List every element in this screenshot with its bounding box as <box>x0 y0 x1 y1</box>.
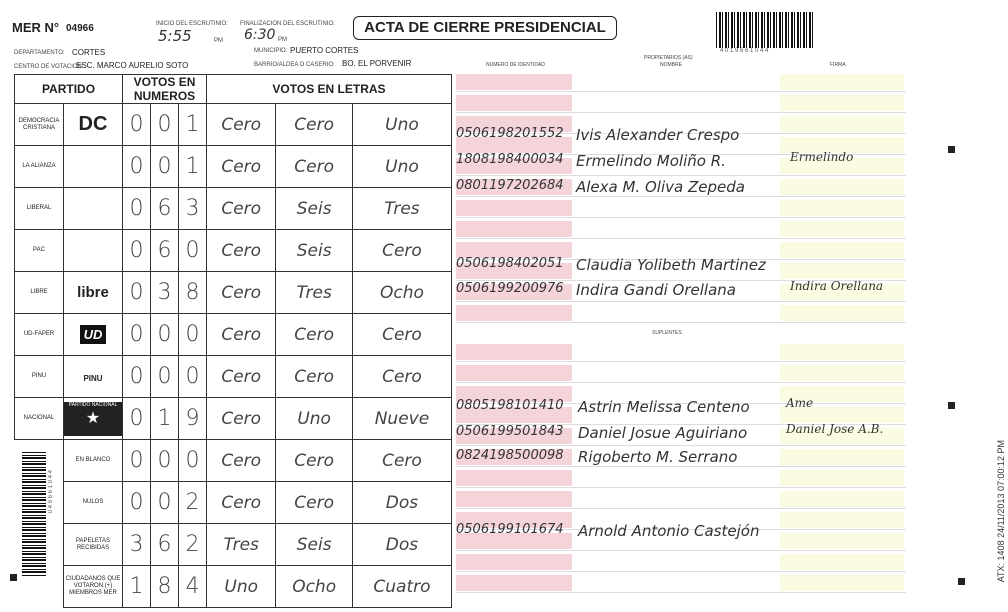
party-row <box>15 356 452 398</box>
vote-word: Nueve <box>352 398 451 440</box>
id-field <box>456 74 572 90</box>
row-line <box>456 487 906 488</box>
row-line <box>456 571 906 572</box>
party-name: LIBERAL <box>15 188 64 230</box>
member-signature: Daniel Jose A.B. <box>786 422 884 436</box>
col-propietarios: PROPIETARIOS (AS) <box>644 55 693 61</box>
vote-word: Seis <box>276 524 353 566</box>
vote-word: Cero <box>352 314 451 356</box>
member-name: Rigoberto M. Serrano <box>578 448 738 466</box>
id-field <box>456 491 572 507</box>
vote-word: Seis <box>276 188 353 230</box>
vote-word: Tres <box>207 524 276 566</box>
registration-mark <box>948 402 955 409</box>
vote-word: Cero <box>276 440 353 482</box>
member-name: Ermelindo Moliño R. <box>576 152 726 170</box>
signature-field <box>780 491 904 507</box>
inicio-pm: PM <box>214 38 223 44</box>
municipio-value: PUERTO CORTES <box>290 46 359 55</box>
vote-word: Cero <box>207 398 276 440</box>
vote-word: Uno <box>352 146 451 188</box>
vote-word: Cero <box>207 104 276 146</box>
vote-digit: 0 <box>123 230 151 272</box>
header-partido: PARTIDO <box>15 75 123 104</box>
vote-digit: 8 <box>151 566 179 608</box>
vote-digit: 8 <box>179 272 207 314</box>
party-name: UD-FAPER <box>15 314 64 356</box>
mer-number: 04966 <box>66 23 94 34</box>
vote-digit: 3 <box>151 272 179 314</box>
vote-word: Dos <box>352 524 451 566</box>
summary-row <box>15 482 452 524</box>
party-row <box>15 104 452 146</box>
vote-word: Cero <box>207 356 276 398</box>
signature-field <box>780 344 904 360</box>
row-line <box>456 466 906 467</box>
member-signature: Ermelindo <box>790 150 854 164</box>
party-row <box>15 314 452 356</box>
vote-digit: 0 <box>123 356 151 398</box>
signature-field <box>780 179 904 195</box>
vote-digit: 0 <box>151 482 179 524</box>
vote-word: Cero <box>352 230 451 272</box>
vote-digit: 0 <box>123 146 151 188</box>
id-number: 0801197202684 <box>456 178 564 193</box>
vote-digit: 0 <box>151 356 179 398</box>
departamento-value: CORTES <box>72 48 106 57</box>
vote-word: Cero <box>207 482 276 524</box>
member-name: Alexa M. Oliva Zepeda <box>576 178 745 196</box>
vote-word: Cero <box>207 146 276 188</box>
vote-word: Cero <box>207 188 276 230</box>
vote-word: Cero <box>276 356 353 398</box>
registration-mark <box>958 578 965 585</box>
summary-row <box>15 440 452 482</box>
id-field <box>456 305 572 321</box>
col-firma: FIRMA <box>830 62 846 68</box>
party-name: LA ALIANZA <box>15 146 64 188</box>
vote-digit: 0 <box>179 230 207 272</box>
header-letras: VOTOS EN LETRAS <box>207 75 452 104</box>
vote-digit: 0 <box>123 440 151 482</box>
centro-label: CENTRO DE VOTACION: <box>14 64 84 70</box>
signature-field <box>780 74 904 90</box>
party-logo: DC <box>64 104 123 146</box>
row-line <box>456 112 906 113</box>
row-line <box>456 445 906 446</box>
vote-digit: 0 <box>123 188 151 230</box>
vote-digit: 0 <box>151 104 179 146</box>
member-signature: Indira Orellana <box>790 279 884 293</box>
id-number: 0824198500098 <box>456 448 564 463</box>
party-logo: PARTIDO NACIONAL ★ <box>64 398 123 440</box>
signature-field <box>780 512 904 528</box>
id-field <box>456 95 572 111</box>
header-numeros: VOTOS EN NUMEROS <box>123 75 207 104</box>
vote-word: Ocho <box>276 566 353 608</box>
row-line <box>456 508 906 509</box>
vote-word: Ocho <box>352 272 451 314</box>
vote-word: Tres <box>276 272 353 314</box>
row-line <box>456 238 906 239</box>
id-field <box>456 365 572 381</box>
id-number: 0506199200976 <box>456 281 564 296</box>
mer-label: MER N° <box>12 20 60 35</box>
party-row <box>15 230 452 272</box>
party-name: PAC <box>15 230 64 272</box>
row-line <box>456 382 906 383</box>
party-name: PINU <box>15 356 64 398</box>
col-identidad: NUMERO DE IDENTIDAD <box>486 62 545 68</box>
signature-field <box>780 200 904 216</box>
summary-row <box>15 524 452 566</box>
party-logo: libre <box>64 272 123 314</box>
vote-word: Cero <box>207 440 276 482</box>
vote-word: Seis <box>276 230 353 272</box>
municipio-label: MUNICIPIO: <box>254 48 288 54</box>
vote-word: Cero <box>207 230 276 272</box>
vote-digit: 9 <box>179 398 207 440</box>
id-field <box>456 344 572 360</box>
left-barcode <box>22 452 46 576</box>
member-name: Ivis Alexander Crespo <box>576 126 740 144</box>
final-label: FINALIZACION DEL ESCRUTINIO: <box>240 21 335 27</box>
left-barcode-number: 0 4 9 6 6 1 0 4 4 <box>48 470 54 514</box>
id-field <box>456 470 572 486</box>
id-number: 1808198400034 <box>456 152 564 167</box>
row-line <box>456 91 906 92</box>
member-name: Arnold Antonio Castejón <box>578 522 760 540</box>
party-row <box>15 398 452 440</box>
vote-digit: 2 <box>179 524 207 566</box>
inicio-time: 5:55 <box>158 27 192 45</box>
party-logo <box>64 188 123 230</box>
party-logo <box>64 146 123 188</box>
party-name: DEMOCRACIA CRISTIANA <box>15 104 64 146</box>
signature-field <box>780 533 904 549</box>
party-name: LIBRE <box>15 272 64 314</box>
signature-field <box>780 554 904 570</box>
vote-digit: 0 <box>179 356 207 398</box>
party-logo <box>64 230 123 272</box>
vote-digit: 0 <box>123 104 151 146</box>
side-stamp: ATX: 1408 24/11/2013 07:00:12 PM <box>996 440 1006 583</box>
row-line <box>456 592 906 593</box>
vote-digit: 0 <box>151 146 179 188</box>
member-name: Indira Gandi Orellana <box>576 281 736 299</box>
vote-word: Cuatro <box>352 566 451 608</box>
suplentes-label: SUPLENTES <box>652 330 682 336</box>
vote-word: Cero <box>207 272 276 314</box>
vote-word: Uno <box>276 398 353 440</box>
summary-row <box>15 566 452 608</box>
vote-digit: 0 <box>179 440 207 482</box>
vote-digit: 1 <box>151 398 179 440</box>
vote-digit: 0 <box>123 398 151 440</box>
summary-label: PAPELETAS RECIBIDAS <box>64 524 123 566</box>
top-barcode-number: 4 0 1 9 6 6 1 0 4 4 <box>720 48 769 54</box>
vote-word: Cero <box>352 440 451 482</box>
row-line <box>456 550 906 551</box>
departamento-label: DEPARTAMENTO: <box>14 50 65 56</box>
vote-digit: 6 <box>151 188 179 230</box>
party-row <box>15 188 452 230</box>
summary-label: CIUDADANOS QUE VOTARON (+) MIEMBROS MER <box>64 566 123 608</box>
vote-digit: 0 <box>123 314 151 356</box>
id-field <box>456 200 572 216</box>
signature-field <box>780 305 904 321</box>
vote-word: Cero <box>276 482 353 524</box>
row-line <box>456 361 906 362</box>
member-signature: Ame <box>786 396 814 410</box>
vote-digit: 2 <box>179 482 207 524</box>
vote-word: Cero <box>352 356 451 398</box>
vote-digit: 1 <box>179 104 207 146</box>
id-number: 0506198201552 <box>456 126 564 141</box>
row-line <box>456 196 906 197</box>
signature-field <box>780 263 904 279</box>
party-logo: PINU <box>64 356 123 398</box>
member-name: Daniel Josue Aguiriano <box>578 424 748 442</box>
acta-title: ACTA DE CIERRE PRESIDENCIAL <box>353 16 617 40</box>
summary-label: NULOS <box>64 482 123 524</box>
party-row <box>15 146 452 188</box>
vote-word: Cero <box>276 104 353 146</box>
signature-field <box>780 575 904 591</box>
vote-digit: 0 <box>151 314 179 356</box>
vote-digit: 0 <box>179 314 207 356</box>
vote-digit: 6 <box>151 524 179 566</box>
vote-digit: 0 <box>123 272 151 314</box>
col-nombre: NOMBRE <box>660 62 682 68</box>
vote-digit: 6 <box>151 230 179 272</box>
vote-word: Uno <box>207 566 276 608</box>
id-number: 0506199501843 <box>456 424 564 439</box>
signature-field <box>780 365 904 381</box>
vote-digit: 4 <box>179 566 207 608</box>
registration-mark <box>10 574 17 581</box>
vote-digit: 3 <box>179 188 207 230</box>
signature-field <box>780 116 904 132</box>
party-logo: UD <box>64 314 123 356</box>
party-name: NACIONAL <box>15 398 64 440</box>
signature-field <box>780 95 904 111</box>
vote-digit: 1 <box>179 146 207 188</box>
vote-digit: 3 <box>123 524 151 566</box>
vote-digit: 0 <box>151 440 179 482</box>
inicio-label: INICIO DEL ESCRUTINIO: <box>156 21 228 27</box>
id-number: 0506198402051 <box>456 256 564 271</box>
row-line <box>456 217 906 218</box>
summary-label: EN BLANCO <box>64 440 123 482</box>
id-number: 0805198101410 <box>456 398 564 413</box>
signature-field <box>780 470 904 486</box>
signature-field <box>780 221 904 237</box>
member-name: Claudia Yolibeth Martinez <box>576 256 766 274</box>
party-row <box>15 272 452 314</box>
vote-word: Dos <box>352 482 451 524</box>
row-line <box>456 301 906 302</box>
final-time: 6:30 <box>244 27 276 43</box>
vote-digit: 1 <box>123 566 151 608</box>
member-name: Astrin Melissa Centeno <box>578 398 750 416</box>
final-pm: PM <box>278 37 287 43</box>
vote-word: Cero <box>207 314 276 356</box>
vote-word: Cero <box>276 314 353 356</box>
barrio-label: BARRIO/ALDEA O CASERIO: <box>254 62 335 68</box>
id-field <box>456 575 572 591</box>
signature-field <box>780 242 904 258</box>
vote-word: Cero <box>276 146 353 188</box>
id-field <box>456 554 572 570</box>
row-line <box>456 175 906 176</box>
vote-word: Tres <box>352 188 451 230</box>
top-barcode <box>716 12 814 48</box>
id-number: 0506199101674 <box>456 522 564 537</box>
row-line <box>456 322 906 323</box>
votes-table <box>14 74 452 599</box>
centro-value: ESC. MARCO AURELIO SOTO <box>76 61 189 70</box>
registration-mark <box>948 146 955 153</box>
signature-field <box>780 449 904 465</box>
vote-word: Uno <box>352 104 451 146</box>
vote-digit: 0 <box>123 482 151 524</box>
id-field <box>456 221 572 237</box>
barrio-value: BO. EL PORVENIR <box>342 59 412 68</box>
